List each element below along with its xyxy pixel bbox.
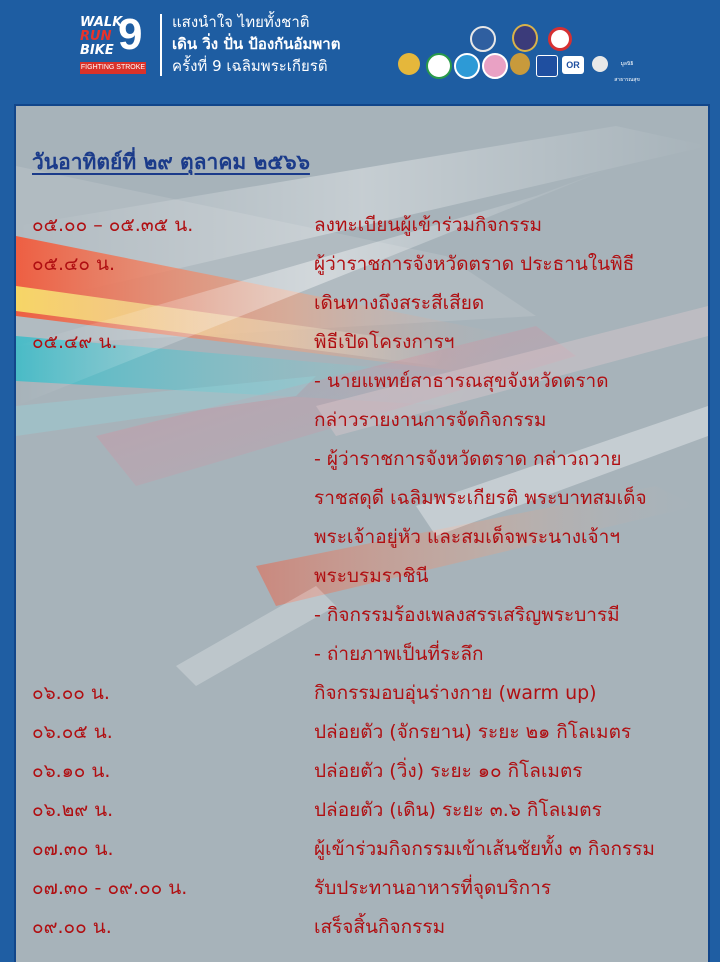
header-line-2: เดิน วิ่ง ปั่น ป้องกันอัมพาต <box>172 35 341 53</box>
schedule-panel <box>14 104 710 962</box>
header-divider <box>160 14 162 76</box>
sponsor-ddc-icon <box>454 53 480 79</box>
logo-run: RUN <box>80 29 112 44</box>
schedule-row <box>16 479 708 517</box>
schedule-time: ๐๖.๒๙ น. <box>32 799 114 821</box>
schedule-time: ๐๗.๓๐ น. <box>32 838 114 860</box>
sponsor-pink-icon <box>482 53 508 79</box>
header-line-1: แสงนำใจ ไทยทั้งชาติ <box>172 13 310 31</box>
schedule-desc: พระเจ้าอยู่หัว และสมเด็จพระนางเจ้าฯ <box>314 526 621 548</box>
schedule-time: ๐๖.๐๕ น. <box>32 721 113 743</box>
schedule-row <box>16 206 708 244</box>
sponsor-or-icon: OR <box>562 56 584 74</box>
schedule-time: ๐๕.๐๐ – ๐๕.๓๕ น. <box>32 214 194 236</box>
sponsor-garuda-icon <box>398 53 420 75</box>
schedule-desc: รับประทานอาหารที่จุดบริการ <box>314 877 552 899</box>
header-line-3: ครั้งที่ 9 เฉลิมพระเกียรติ <box>172 57 328 75</box>
logo-bike: BIKE <box>80 43 114 58</box>
schedule-row <box>16 752 708 790</box>
sponsor-heart-icon <box>548 27 572 51</box>
schedule-desc: ปล่อยตัว (วิ่ง) ระยะ ๑๐ กิโลเมตร <box>314 760 583 782</box>
sponsor-health-icon <box>426 53 452 79</box>
schedule-row <box>16 440 708 478</box>
schedule-row <box>16 362 708 400</box>
logo-walk: WALK <box>80 15 123 30</box>
schedule-row <box>16 245 708 283</box>
schedule-time: ๐๖.๑๐ น. <box>32 760 111 782</box>
sponsor-blue-icon <box>536 55 558 77</box>
schedule-row <box>16 908 708 946</box>
schedule-time: ๐๙.๐๐ น. <box>32 916 112 938</box>
schedule-time: ๐๕.๔๐ น. <box>32 253 116 275</box>
schedule-desc: กิจกรรมอบอุ่นร่างกาย (warm up) <box>314 682 597 704</box>
sponsor-seal-icon <box>470 26 496 52</box>
schedule-desc: ราชสดุดี เฉลิมพระเกียรติ พระบาทสมเด็จ <box>314 487 647 509</box>
schedule-row <box>16 401 708 439</box>
schedule-desc: ลงทะเบียนผู้เข้าร่วมกิจกรรม <box>314 214 543 236</box>
schedule-desc: ปล่อยตัว (เดิน) ระยะ ๓.๖ กิโลเมตร <box>314 799 602 821</box>
schedule-desc: เดินทางถึงสระสีเสียด <box>314 292 485 314</box>
schedule-time: ๐๕.๔๙ น. <box>32 331 118 353</box>
schedule-row <box>16 635 708 673</box>
schedule-desc: - นายแพทย์สาธารณสุขจังหวัดตราด <box>314 370 609 392</box>
schedule-desc: เสร็จสิ้นกิจกรรม <box>314 916 446 938</box>
schedule-desc: กล่าวรายงานการจัดกิจกรรม <box>314 409 547 431</box>
schedule-desc: - กิจกรรมร้องเพลงสรรเสริญพระบารมี <box>314 604 620 626</box>
schedule-row <box>16 869 708 907</box>
schedule-desc: พระบรมราชินี <box>314 565 429 587</box>
schedule-desc: - ถ่ายภาพเป็นที่ระลึก <box>314 643 484 665</box>
sponsor-foundation-icon: มูลนิธิสาธารณสุข <box>614 61 640 83</box>
schedule-desc: พิธีเปิดโครงการฯ <box>314 331 455 353</box>
schedule-desc: ปล่อยตัว (จักรยาน) ระยะ ๒๑ กิโลเมตร <box>314 721 632 743</box>
schedule-row <box>16 284 708 322</box>
schedule-desc: ผู้ว่าราชการจังหวัดตราด ประธานในพิธี <box>314 253 635 275</box>
sponsor-emblem-icon <box>512 24 538 52</box>
header-banner <box>0 0 720 100</box>
logo-number: 9 <box>118 10 143 59</box>
schedule-time: ๐๗.๓๐ - ๐๙.๐๐ น. <box>32 877 188 899</box>
schedule-row <box>16 674 708 712</box>
schedule-row <box>16 713 708 751</box>
schedule-desc: - ผู้ว่าราชการจังหวัดตราด กล่าวถวาย <box>314 448 622 470</box>
walk-run-bike-logo <box>78 10 150 76</box>
schedule-row <box>16 830 708 868</box>
schedule-time: ๐๖.๐๐ น. <box>32 682 110 704</box>
schedule-row <box>16 557 708 595</box>
logo-tag: FIGHTING STROKE <box>80 62 146 74</box>
sponsor-thai-icon <box>592 56 608 72</box>
sponsor-gold-icon <box>510 53 530 75</box>
schedule-row <box>16 518 708 556</box>
schedule-row <box>16 323 708 361</box>
schedule-row <box>16 596 708 634</box>
schedule-desc: ผู้เข้าร่วมกิจกรรมเข้าเส้นชัยทั้ง ๓ กิจกรรม <box>314 838 655 860</box>
schedule-date-title: วันอาทิตย์ที่ ๒๙ ตุลาคม ๒๕๖๖ <box>32 150 310 174</box>
schedule-row <box>16 791 708 829</box>
